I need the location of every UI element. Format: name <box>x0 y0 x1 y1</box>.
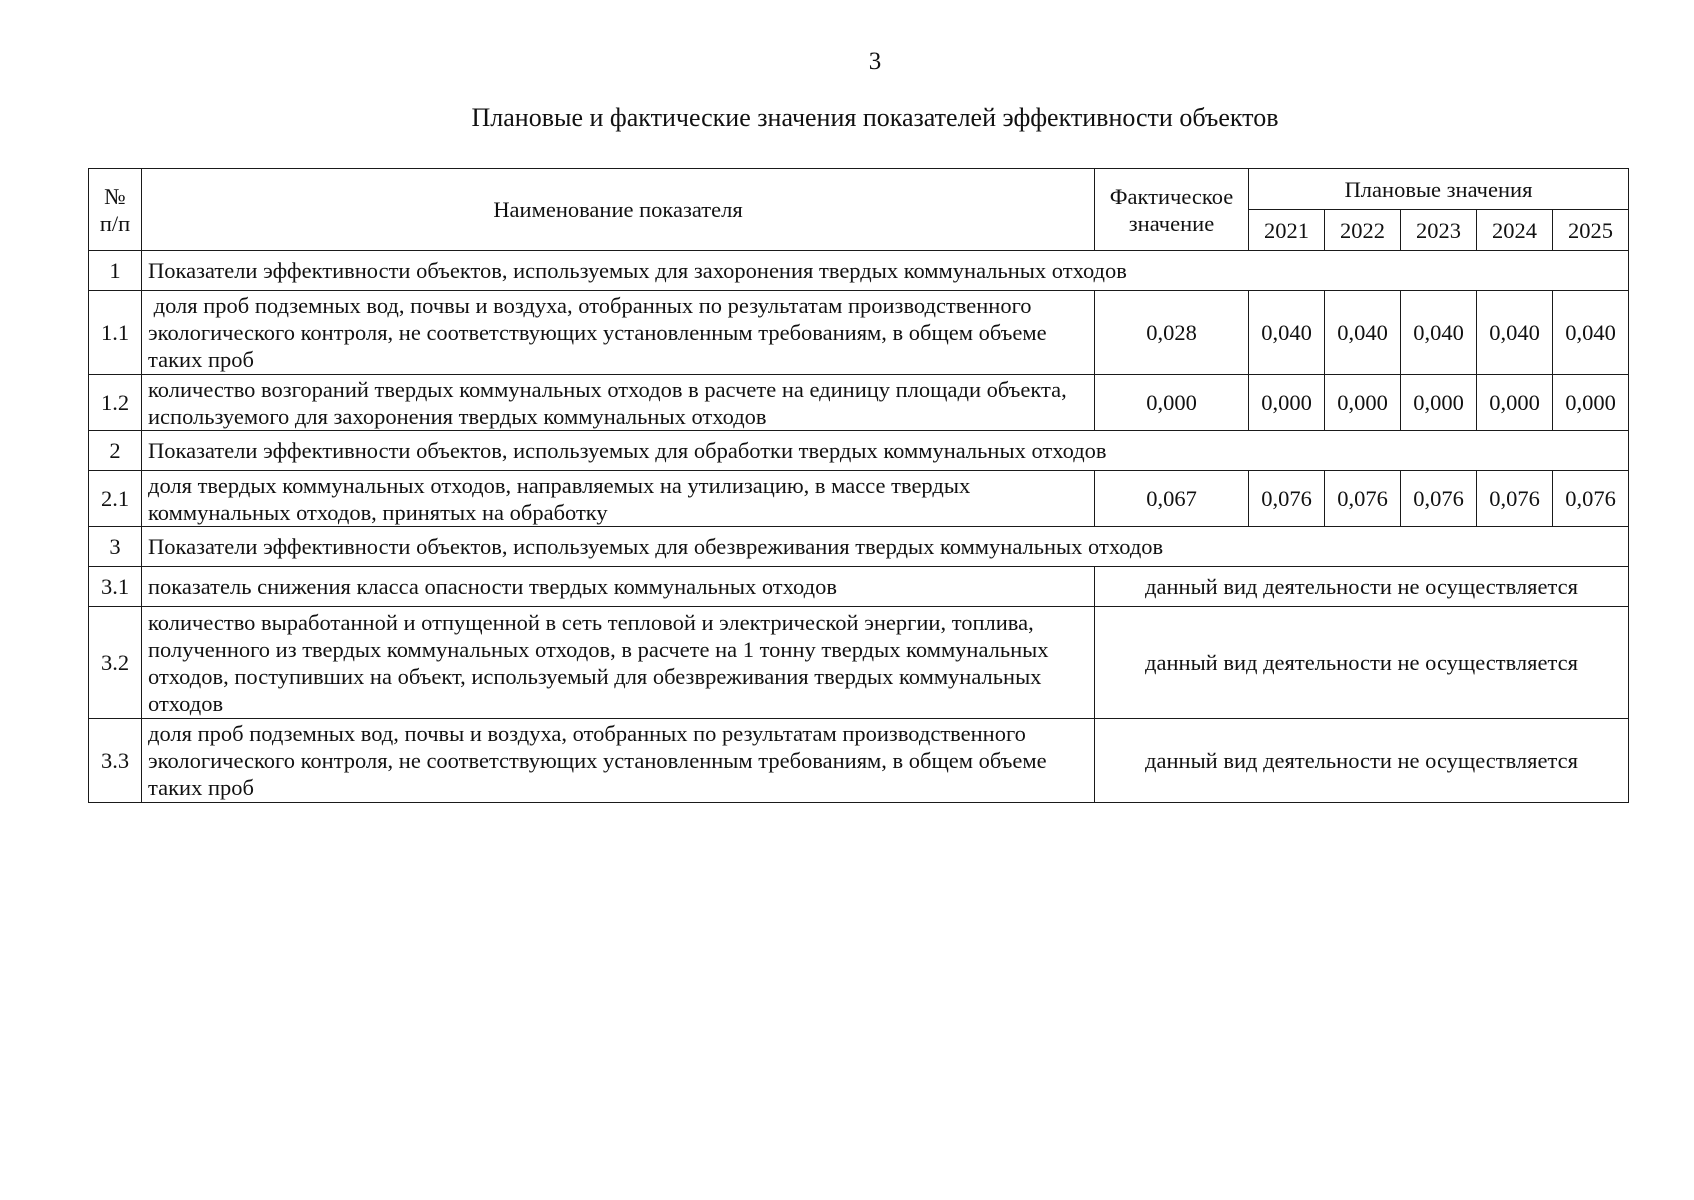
header-year: 2025 <box>1553 210 1629 251</box>
row-planned: 0,076 <box>1553 471 1629 527</box>
row-planned: 0,040 <box>1249 291 1325 375</box>
header-planned: Плановые значения <box>1249 169 1629 210</box>
section-title: Показатели эффективности объектов, используемых для захоронения твердых коммунальных отходов <box>142 251 1629 291</box>
section-num: 3 <box>89 527 142 567</box>
table-row <box>89 375 1629 431</box>
header-num <box>89 169 142 251</box>
row-planned: 0,076 <box>1477 471 1553 527</box>
section-row <box>89 527 1629 567</box>
row-planned: 0,000 <box>1553 375 1629 431</box>
section-title: Показатели эффективности объектов, используемых для обработки твердых коммунальных отходов <box>142 431 1629 471</box>
row-name: показатель снижения класса опасности твердых коммунальных отходов <box>142 567 1095 607</box>
header-year: 2023 <box>1401 210 1477 251</box>
row-planned: 0,040 <box>1401 291 1477 375</box>
row-num: 3.3 <box>89 719 142 803</box>
row-note: данный вид деятельности не осуществляется <box>1095 567 1629 607</box>
row-name: количество возгораний твердых коммунальных отходов в расчете на единицу площади объекта, используемого для захоронения твердых коммунальных отходов <box>142 375 1095 431</box>
document-title: Плановые и фактические значения показателей эффективности объектов <box>471 103 1279 132</box>
row-planned: 0,000 <box>1477 375 1553 431</box>
row-actual: 0,000 <box>1095 375 1249 431</box>
header-num-text: № п/п <box>99 183 131 236</box>
row-num: 2.1 <box>89 471 142 527</box>
row-actual: 0,067 <box>1095 471 1249 527</box>
header-year: 2022 <box>1325 210 1401 251</box>
row-num: 3.1 <box>89 567 142 607</box>
row-name: количество выработанной и отпущенной в сеть тепловой и электрической энергии, топлива, полученного из твердых коммунальных отходов, в расчете на 1 тонну твердых коммунальных отходов, поступивших на объект, используемый для обезвреживания твердых коммунальных отходов <box>142 607 1095 719</box>
page-number: 3 <box>868 48 882 75</box>
header-year: 2021 <box>1249 210 1325 251</box>
section-row <box>89 251 1629 291</box>
table-row <box>89 471 1629 527</box>
table-row <box>89 607 1629 719</box>
row-planned: 0,000 <box>1249 375 1325 431</box>
row-name: доля проб подземных вод, почвы и воздуха, отобранных по результатам производственного экологического контроля, не соответствующих установленным требованиям, в общем объеме таких проб <box>142 291 1095 375</box>
row-planned: 0,040 <box>1325 291 1401 375</box>
section-title: Показатели эффективности объектов, используемых для обезвреживания твердых коммунальных отходов <box>142 527 1629 567</box>
table-row <box>89 291 1629 375</box>
table-row <box>89 567 1629 607</box>
row-name: доля проб подземных вод, почвы и воздуха, отобранных по результатам производственного экологического контроля, не соответствующих установленным требованиям, в общем объеме таких проб <box>142 719 1095 803</box>
section-num: 2 <box>89 431 142 471</box>
row-num: 1.1 <box>89 291 142 375</box>
row-planned: 0,000 <box>1401 375 1477 431</box>
header-year: 2024 <box>1477 210 1553 251</box>
row-note: данный вид деятельности не осуществляется <box>1095 719 1629 803</box>
header-actual: Фактическое значение <box>1095 169 1249 251</box>
row-num: 3.2 <box>89 607 142 719</box>
row-planned: 0,076 <box>1325 471 1401 527</box>
row-planned: 0,076 <box>1249 471 1325 527</box>
section-num: 1 <box>89 251 142 291</box>
row-planned: 0,076 <box>1401 471 1477 527</box>
row-name: доля твердых коммунальных отходов, направляемых на утилизацию, в массе твердых коммунальных отходов, принятых на обработку <box>142 471 1095 527</box>
header-row <box>89 169 1629 210</box>
row-note: данный вид деятельности не осуществляется <box>1095 607 1629 719</box>
table-row <box>89 719 1629 803</box>
section-row <box>89 431 1629 471</box>
header-name: Наименование показателя <box>142 169 1095 251</box>
row-planned: 0,000 <box>1325 375 1401 431</box>
row-planned: 0,040 <box>1553 291 1629 375</box>
row-actual: 0,028 <box>1095 291 1249 375</box>
indicators-table <box>88 168 1629 803</box>
row-planned: 0,040 <box>1477 291 1553 375</box>
row-num: 1.2 <box>89 375 142 431</box>
